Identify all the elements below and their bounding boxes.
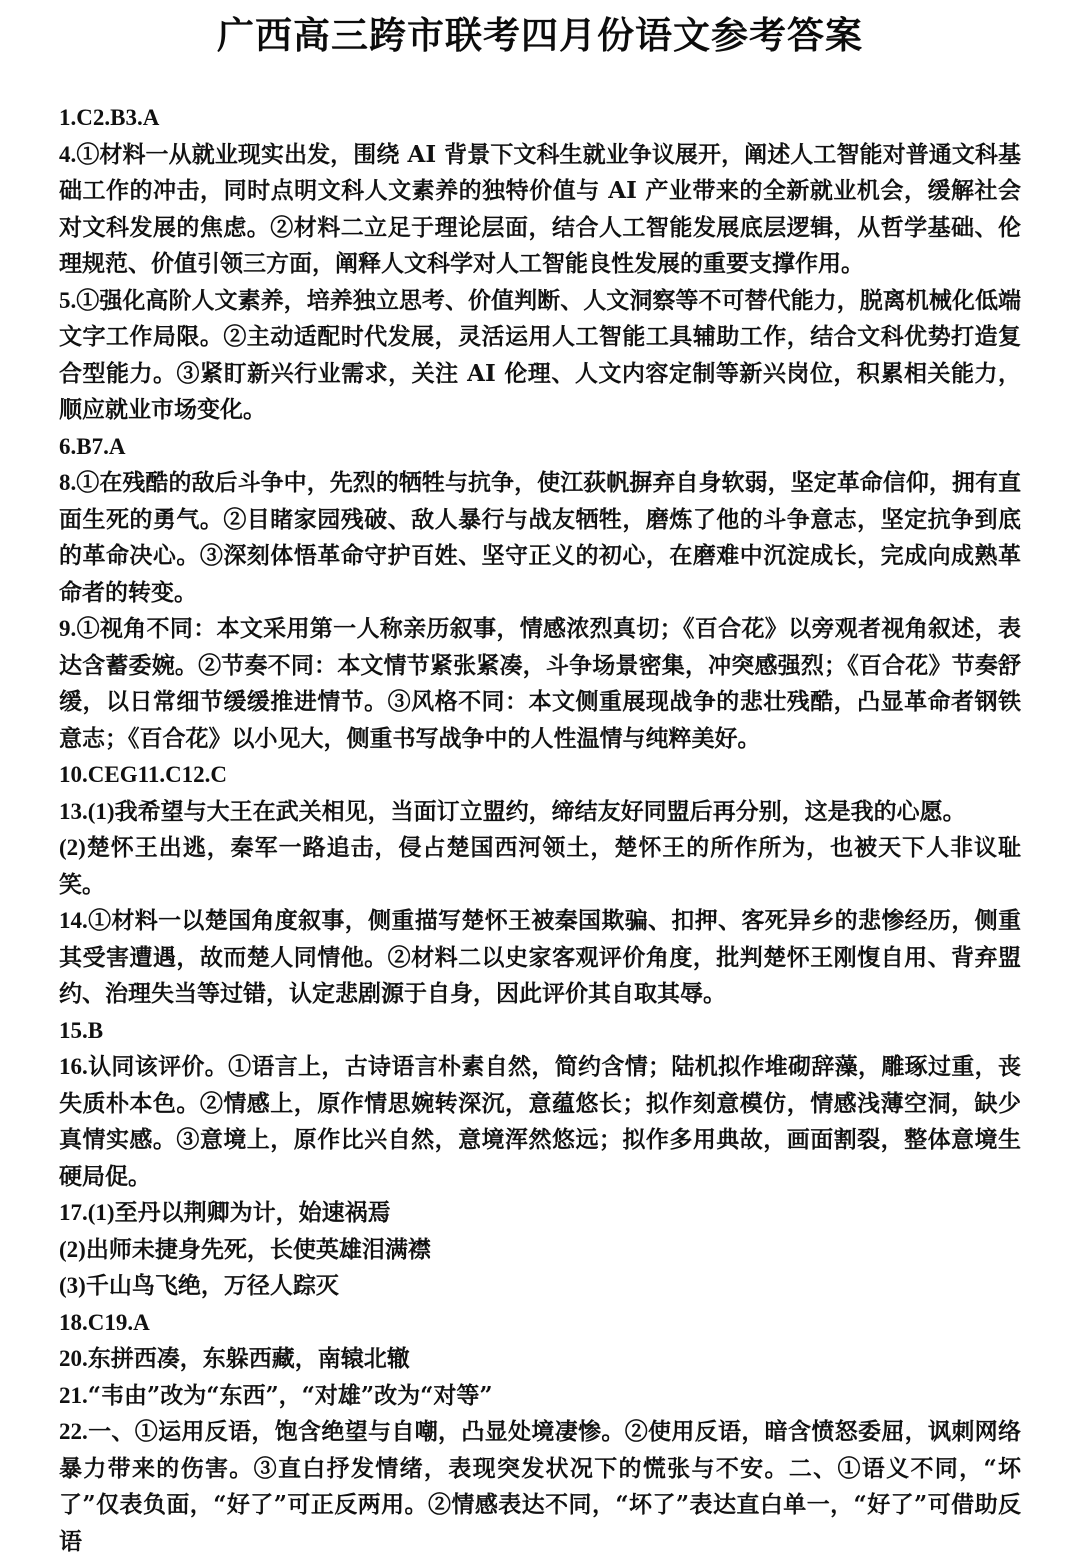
answer-number: 4. <box>59 141 77 167</box>
answer-item <box>59 1049 1021 1195</box>
answer-text: 我希望与大王在武关相见，当面订立盟约，缔结友好同盟后再分别，这是我的心愿。 <box>114 797 966 825</box>
answer-number: (2) <box>59 1236 86 1262</box>
answer-text: 认同该评价。①语言上，古诗语言朴素自然，简约含情；陆机拟作堆砌辞藻，雕琢过重，丧失质朴本色。②情感上，原作情思婉转深沉，意蕴悠长；拟作刻意模仿，情感浅薄空洞，缺少真情实感。③意境上，原作比兴自然，意境浑然悠远；拟作多用典故，画面割裂，整体意境生硬局促。 <box>59 1053 1021 1190</box>
answer-item <box>59 903 1021 1013</box>
answer-number: 20. <box>59 1346 88 1371</box>
answer-text: ①强化高阶人文素养，培养独立思考、价值判断、人文洞察等不可替代能力，脱离机械化低端文字工作局限。②主动适配时代发展，灵活运用人工智能工具辅助工作，结合文科优势打造复合型能力。③紧盯新兴行业需求，关注 AI 伦理、人文内容定制等新兴岗位，积累相关能力，顺应就业市场变化。 <box>59 286 1021 423</box>
answer-number: (3) <box>59 1273 86 1298</box>
answers-content <box>59 100 1021 1560</box>
answer-item <box>59 429 1021 466</box>
answer-number: 18.C19.A <box>59 1309 150 1335</box>
answer-text: ①视角不同：本文采用第一人称亲历叙事，情感浓烈真切；《百合花》以旁观者视角叙述，表达含蓄委婉。②节奏不同：本文情节紧张紧凑，斗争场景密集，冲突感强烈；《百合花》节奏舒缓，以日常细节缓缓推进情节。③风格不同：本文侧重展现战争的悲壮残酷，凸显革命者钢铁意志；《百合花》以小见大，侧重书写战争中的人性温情与纯粹美好。 <box>59 615 1021 752</box>
answer-number: 14. <box>59 908 88 933</box>
answer-text: 出师未捷身先死，长使英雄泪满襟 <box>85 1235 431 1263</box>
answer-item <box>59 137 1021 283</box>
answer-item <box>59 1195 1021 1232</box>
answer-item <box>59 1305 1021 1342</box>
answer-item <box>59 1341 1021 1378</box>
answer-number: 22. <box>59 1419 88 1444</box>
answer-item <box>59 611 1021 757</box>
answer-item <box>59 1414 1021 1560</box>
answer-number: 17.(1) <box>59 1200 115 1225</box>
answer-number: 8. <box>59 470 77 495</box>
answer-item <box>59 757 1021 794</box>
answer-text: 千山鸟飞绝，万径人踪灭 <box>85 1272 339 1299</box>
answer-item <box>59 100 1021 137</box>
answer-number: 21. <box>59 1382 88 1408</box>
answer-item <box>59 283 1021 429</box>
answer-text: ①在残酷的敌后斗争中，先烈的牺牲与抗争，使江荻帆摒弃自身软弱，坚定革命信仰，拥有直面生死的勇气。②目睹家园残破、敌人暴行与战友牺牲，磨炼了他的斗争意志，坚定抗争到底的革命决心。③深刻体悟革命守护百姓、坚守正义的初心，在磨难中沉淀成长，完成向成熟革命者的转变。 <box>59 469 1021 606</box>
answer-text: “韦由”改为“东西”，“对雄”改为“对等” <box>87 1381 493 1409</box>
answer-item <box>59 1232 1021 1269</box>
answer-text: ①材料一以楚国角度叙事，侧重描写楚怀王被秦国欺骗、扣押、客死异乡的悲惨经历，侧重其受害遭遇，故而楚人同情他。②材料二以史家客观评价角度，批判楚怀王刚愎自用、背弃盟约、治理失当等过错，认定悲剧源于自身，因此评价其自取其辱。 <box>59 907 1021 1007</box>
page-title: 广西高三跨市联考四月份语文参考答案 <box>217 14 863 57</box>
answer-item <box>59 1378 1021 1415</box>
answer-item <box>59 794 1021 831</box>
answer-item <box>59 465 1021 611</box>
answer-number: 13.(1) <box>59 798 115 824</box>
answer-text: 楚怀王出逃，秦军一路追击，侵占楚国西河领土，楚怀王的所作所为，也被天下人非议耻笑。 <box>59 834 1021 898</box>
answer-number: 5. <box>59 287 77 313</box>
answer-number: 9. <box>59 616 77 641</box>
answer-number: 15.B <box>59 1017 104 1043</box>
answer-text: 一、①运用反语，饱含绝望与自嘲，凸显处境凄惨。②使用反语，暗含愤怒委屈，讽刺网络暴力带来的伤害。③直白抒发情绪，表现突发状况下的慌张与不安。二、①语义不同，“坏了”仅表负面，“好了”可正反两用。②情感表达不同，“坏了”表达直白单一，“好了”可借助反语 <box>59 1418 1021 1555</box>
answer-number: (2) <box>59 835 86 860</box>
answer-text: 东拼西凑，东躲西藏，南辕北辙 <box>87 1345 410 1372</box>
answer-text: ①材料一从就业现实出发，围绕 AI 背景下文科生就业争议展开，阐述人工智能对普通文科基础工作的冲击，同时点明文科人文素养的独特价值与 AI 产业带来的全新就业机会，缓解社会对文科发展的焦虑。②材料二立足于理论层面，结合人工智能发展底层逻辑，从哲学基础、伦理规范、价值引领三方面，阐释人文科学对人工智能良性发展的重要支撑作用。 <box>59 140 1021 277</box>
answer-item <box>59 830 1021 903</box>
answer-number: 16. <box>59 1054 88 1079</box>
answer-number: 6.B7.A <box>59 433 126 459</box>
answer-item <box>59 1013 1021 1050</box>
answer-item <box>59 1268 1021 1305</box>
answer-number: 10.CEG11.C12.C <box>59 762 228 787</box>
answer-number: 1.C2.B3.A <box>59 105 160 130</box>
answer-text: 至丹以荆卿为计，始速祸焉 <box>114 1199 391 1226</box>
